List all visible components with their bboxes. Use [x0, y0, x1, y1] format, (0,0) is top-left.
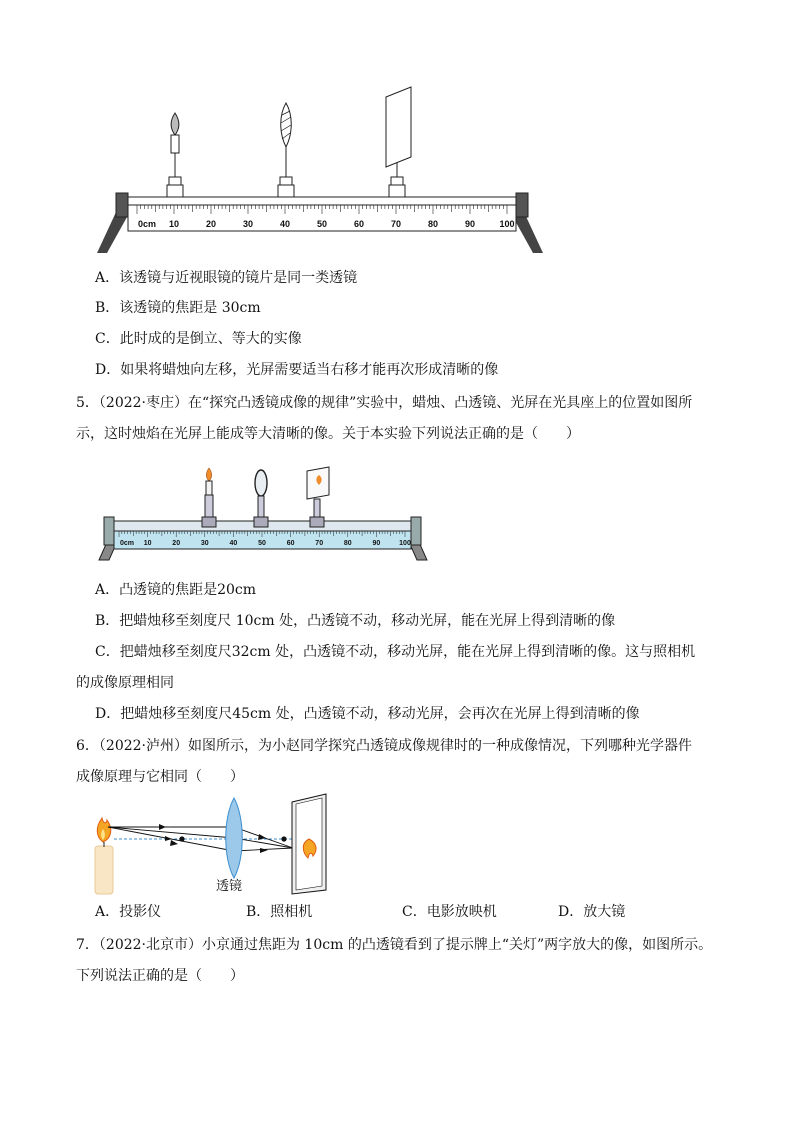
q4-option-d[interactable]: D．如果将蜡烛向左移，光屏需要适当右移才能再次形成清晰的像	[95, 362, 499, 378]
ruler-tick-label: 80	[427, 219, 439, 229]
optical-bench-figure-q5	[97, 467, 432, 567]
holder-screen	[310, 517, 324, 527]
ruler-tick-label: 0cm	[120, 540, 135, 547]
ruler-tick-label: 80	[343, 540, 352, 547]
q7-stem-line1: 7．（2022·北京市）小京通过焦距为 10cm 的凸透镜看到了提示牌上“关灯”两字放大的像，如图所示。	[76, 937, 713, 953]
focal-point-right	[281, 836, 286, 841]
q6-option-c[interactable]: C．电影放映机	[402, 904, 497, 920]
holder-candle	[167, 177, 183, 197]
ruler-tick-label: 0cm	[138, 219, 157, 229]
convex-lens	[255, 470, 267, 517]
q6-option-a[interactable]: A．投影仪	[95, 904, 162, 920]
q6-option-d[interactable]: D．放大镜	[558, 904, 626, 920]
ruler-tick-label: 30	[200, 540, 209, 547]
ruler-tick-label: 50	[316, 219, 328, 229]
candle	[95, 818, 113, 894]
ruler-tick-label: 10	[143, 540, 152, 547]
q5-stem-line1: 5．（2022·枣庄）在“探究凸透镜成像的规律”实验中，蜡烛、凸透镜、光屏在光具座上的位置如图所	[76, 395, 693, 411]
ruler-tick-label: 70	[390, 219, 402, 229]
candle	[205, 468, 213, 517]
q6-stem-line1: 6．（2022·泸州）如图所示，为小赵同学探究凸透镜成像规律时的一种成像情况，下列哪种光学器件	[76, 738, 692, 754]
holder-lens	[254, 517, 268, 527]
holder-candle	[202, 517, 216, 527]
light-screen	[307, 467, 329, 517]
ruler-tick-label: 70	[315, 540, 324, 547]
q5-option-a[interactable]: A．凸透镜的焦距是20cm	[95, 582, 257, 598]
q4-option-a[interactable]: A．该透镜与近视眼镜的镜片是同一类透镜	[95, 270, 358, 286]
ruler-tick-label: 60	[353, 219, 365, 229]
light-screen	[292, 794, 326, 894]
q6-stem-line2: 成像原理与它相同（ ）	[76, 769, 244, 785]
q4-option-b[interactable]: B．该透镜的焦距是 30cm	[95, 300, 261, 316]
ruler-tick-label: 20	[172, 540, 181, 547]
q5-option-b[interactable]: B．把蜡烛移至刻度尺 10cm 处，凸透镜不动，移动光屏，能在光屏上得到清晰的像	[95, 613, 616, 629]
q7-stem-line2: 下列说法正确的是（ ）	[76, 968, 244, 984]
q5-option-c-line2: 的成像原理相同	[76, 675, 174, 691]
light-screen	[386, 87, 411, 177]
q5-option-d[interactable]: D．把蜡烛移至刻度尺45cm 处，凸透镜不动，移动光屏，会再次在光屏上得到清晰的像	[95, 706, 640, 722]
ruler-tick-label: 40	[229, 540, 238, 547]
holder-screen	[389, 177, 405, 197]
ruler-tick-label: 90	[464, 219, 476, 229]
bench-rail	[128, 197, 516, 205]
ruler-tick-label: 60	[286, 540, 295, 547]
lens-ray-diagram-q6	[88, 794, 338, 899]
focal-point-left	[179, 836, 184, 841]
left-end-block	[116, 193, 128, 217]
convex-lens	[281, 103, 292, 177]
holder-lens	[278, 177, 294, 197]
ruler-tick-label: 10	[168, 219, 180, 229]
right-end-block	[411, 517, 421, 545]
ruler-tick-label: 90	[372, 540, 381, 547]
convex-lens	[226, 798, 243, 878]
ruler-tick-label: 30	[242, 219, 254, 229]
ruler-tick-label: 50	[258, 540, 266, 547]
q5-stem-line2: 示，这时烛焰在光屏上能成等大清晰的像。关于本实验下列说法正确的是（ ）	[76, 426, 580, 442]
lens-label: 透镜	[216, 878, 243, 893]
ruler-tick-label: 100	[399, 540, 411, 547]
q5-option-c-line1[interactable]: C．把蜡烛移至刻度尺32cm 处，凸透镜不动，移动光屏，能在光屏上得到清晰的像。这与照相机	[95, 644, 696, 660]
left-end-block	[104, 517, 114, 545]
candle	[171, 113, 179, 177]
optical-bench-figure-q4	[95, 85, 555, 260]
q4-option-c[interactable]: C．此时成的是倒立、等大的实像	[95, 331, 302, 347]
q6-option-b[interactable]: B．照相机	[246, 904, 313, 920]
right-end-block	[516, 193, 528, 217]
ruler-tick-label: 100	[499, 219, 515, 229]
ruler-tick-label: 20	[205, 219, 217, 229]
ruler-tick-label: 40	[279, 219, 291, 229]
